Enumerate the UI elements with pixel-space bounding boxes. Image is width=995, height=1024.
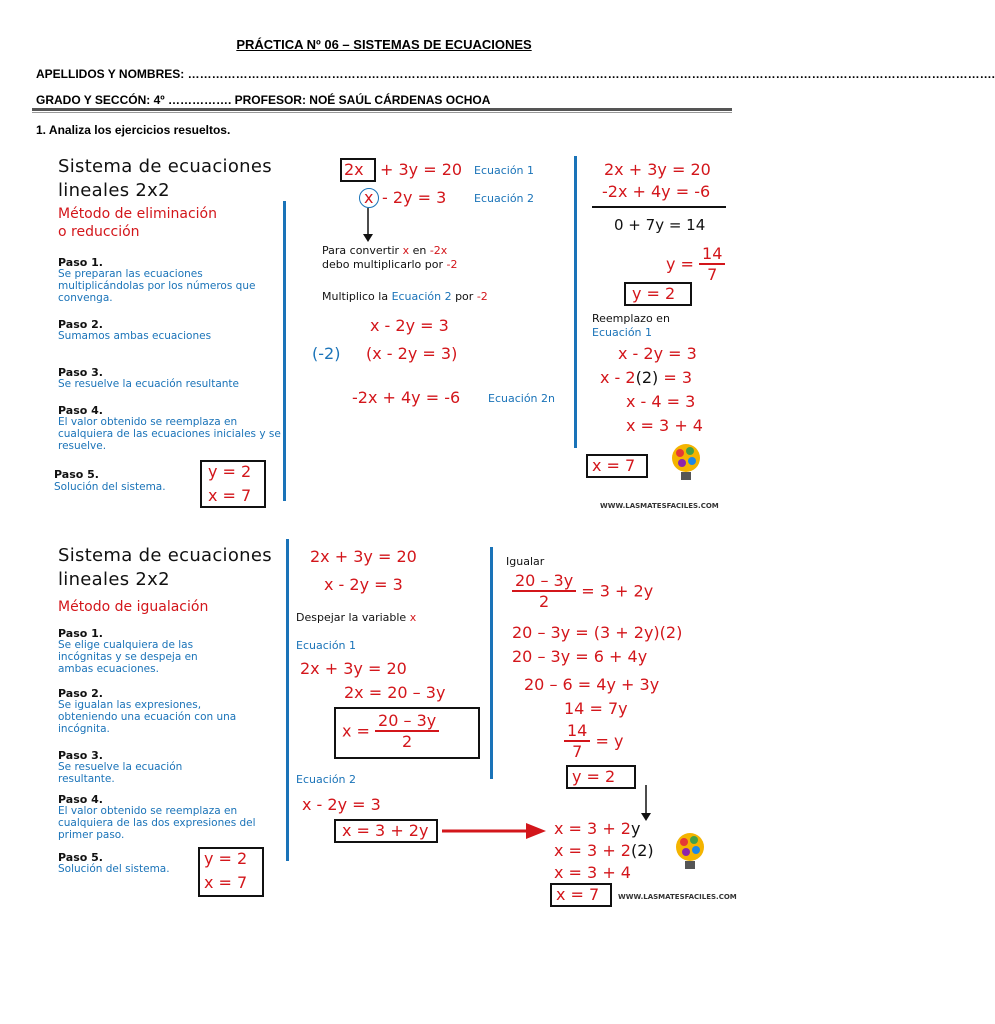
solution2-x: x = 7: [204, 873, 248, 892]
replace-line-1: Reemplazo en: [592, 312, 670, 325]
mult-eq-3: -2x + 4y = -6: [352, 388, 461, 407]
subst-eq-2: x = 3 + 2(2): [554, 841, 654, 860]
step-1-text: Se preparan las ecuaciones multiplicándolas por los números que convenga.: [58, 268, 256, 304]
solution-x: x = 7: [208, 486, 252, 505]
subst-eq-3: x = 3 + 4: [554, 863, 631, 882]
desp-eq-1: 2x + 3y = 20: [300, 659, 407, 678]
subst-eq-1: x = 3 + 2y: [554, 819, 641, 838]
page-title: PRÁCTICA Nº 06 – SISTEMAS DE ECUACIONES: [236, 37, 532, 52]
x2-result: x = 7: [556, 885, 600, 904]
panel2-title-line2: lineales 2x2: [58, 569, 170, 590]
step-2-text: Sumamos ambas ecuaciones: [58, 330, 212, 342]
step2-5-heading: Paso 5.: [58, 851, 103, 864]
step2-4-text: El valor obtenido se reemplaza en cualquiera de las dos expresiones del primer paso.: [58, 805, 256, 841]
x-result: x = 7: [592, 456, 636, 475]
panel2-title-line1: Sistema de ecuaciones: [58, 545, 272, 566]
eq1-term: 2x: [344, 160, 364, 179]
mult-eq-2: (x - 2y = 3): [366, 344, 458, 363]
mult-factor: (-2): [312, 344, 341, 363]
step-1-heading: Paso 1.: [58, 256, 103, 269]
lightbulb-logo-icon: [670, 442, 702, 492]
grade-line: GRADO Y SECCÓN: 4º ……………. PROFESOR: NOÉ SAÚL CÁRDENAS OCHOA: [36, 93, 491, 107]
sum-line: [592, 206, 726, 208]
replace-eq-2: x - 2(2) = 3: [600, 368, 693, 387]
names-line: APELLIDOS Y NOMBRES: ………………………………………………………………………………………………………………………………………………………………………………….: [36, 67, 995, 81]
lightbulb-logo-2-icon: [674, 831, 706, 881]
divider2-right: [490, 547, 493, 779]
sys-eq-2: x - 2y = 3: [324, 575, 403, 594]
igual-eq-5: 14 = 7y: [564, 699, 628, 718]
ec1-label: Ecuación 1: [296, 639, 357, 652]
convert-line-1: Para convertir x en -2x: [322, 244, 448, 257]
site-watermark-2: WWW.LASMATESFACILES.COM: [618, 893, 737, 901]
method2-name: Método de igualación: [58, 599, 209, 615]
down-arrow-2-icon: [640, 785, 652, 821]
eq2-term: x: [364, 188, 374, 207]
y2-result: y = 2: [572, 767, 616, 786]
eq2-label: Ecuación 2: [474, 192, 535, 205]
eq1-label: Ecuación 1: [474, 164, 535, 177]
header-divider-thin: [32, 112, 732, 113]
replace-eq-3: x - 4 = 3: [626, 392, 696, 411]
sum-eq-2: -2x + 4y = -6: [602, 182, 711, 201]
eq1-rest: + 3y = 20: [380, 160, 463, 179]
replace-eq-1: x - 2y = 3: [618, 344, 697, 363]
replace-line-2: Ecuación 1: [592, 326, 653, 339]
igualar-label: Igualar: [506, 555, 545, 568]
step2-4-heading: Paso 4.: [58, 793, 103, 806]
method-name-line2: o reducción: [58, 224, 140, 240]
step2-2-text: Se igualan las expresiones, obteniendo una ecuación con una incógnita.: [58, 699, 237, 735]
step2-1-text: Se elige cualquiera de las incógnitas y se despeja en ambas ecuaciones.: [58, 639, 198, 675]
header-divider: [32, 108, 732, 111]
sum-result: 0 + 7y = 14: [614, 216, 706, 234]
step-5-heading: Paso 5.: [54, 468, 99, 481]
divider-right: [574, 156, 577, 448]
method-name-line1: Método de eliminación: [58, 206, 217, 222]
step2-1-heading: Paso 1.: [58, 627, 103, 640]
panel-title-line1: Sistema de ecuaciones: [58, 156, 272, 177]
divider2-left: [286, 539, 289, 861]
down-arrow-icon: [362, 208, 374, 242]
mult-eq-1: x - 2y = 3: [370, 316, 449, 335]
step-2-heading: Paso 2.: [58, 318, 103, 331]
step2-2-heading: Paso 2.: [58, 687, 103, 700]
step-4-heading: Paso 4.: [58, 404, 103, 417]
igual-eq-3: 20 – 3y = 6 + 4y: [512, 647, 648, 666]
equalization-method-panel: [40, 537, 740, 907]
step2-3-text: Se resuelve la ecuación resultante.: [58, 761, 183, 785]
igual-eq-1: $\frac{20 - 3y}{2}$ = 3 + 2y: [512, 571, 653, 611]
replace-eq-4: x = 3 + 4: [626, 416, 703, 435]
convert-line-2: debo multiplicarlo por -2: [322, 258, 458, 271]
sys-eq-1: 2x + 3y = 20: [310, 547, 417, 566]
right-arrow-icon: [442, 821, 546, 841]
desp-eq-4: x - 2y = 3: [302, 795, 381, 814]
desp-eq-3: x = $\frac{20 - 3y}{2}$: [342, 711, 439, 751]
solution2-y: y = 2: [204, 849, 248, 868]
step2-5-text: Solución del sistema.: [58, 863, 170, 875]
eq2-rest: - 2y = 3: [382, 188, 447, 207]
step2-3-heading: Paso 3.: [58, 749, 103, 762]
step-3-text: Se resuelve la ecuación resultante: [58, 378, 240, 390]
multiply-line: Multiplico la Ecuación 2 por -2: [322, 290, 488, 303]
question-1: 1. Analiza los ejercicios resueltos.: [36, 123, 231, 137]
panel-title-line2: lineales 2x2: [58, 180, 170, 201]
step-5-text: Solución del sistema.: [54, 481, 166, 493]
divider-left: [283, 201, 286, 501]
igual-eq-2: 20 – 3y = (3 + 2y)(2): [512, 623, 683, 642]
igual-eq-4: 20 – 6 = 4y + 3y: [524, 675, 660, 694]
step-3-heading: Paso 3.: [58, 366, 103, 379]
sum-eq-1: 2x + 3y = 20: [604, 160, 711, 179]
step-4-text: El valor obtenido se reemplaza en cualquiera de las ecuaciones iniciales y se resuelve.: [58, 416, 281, 452]
igual-eq-6: $\frac{14}{7}$ = y: [564, 721, 623, 761]
eq-2n-label: Ecuación 2n: [488, 392, 555, 405]
site-watermark: WWW.LASMATESFACILES.COM: [600, 502, 719, 510]
desp-eq-2: 2x = 20 – 3y: [344, 683, 446, 702]
y-fraction: y = $\frac{14}{7}$: [666, 244, 725, 284]
ec2-label: Ecuación 2: [296, 773, 357, 786]
solution-y: y = 2: [208, 462, 252, 481]
elimination-method-panel: [40, 146, 740, 518]
y-result: y = 2: [632, 284, 676, 303]
desp-eq-5: x = 3 + 2y: [342, 821, 429, 840]
despejar-line: Despejar la variable x: [296, 611, 417, 624]
